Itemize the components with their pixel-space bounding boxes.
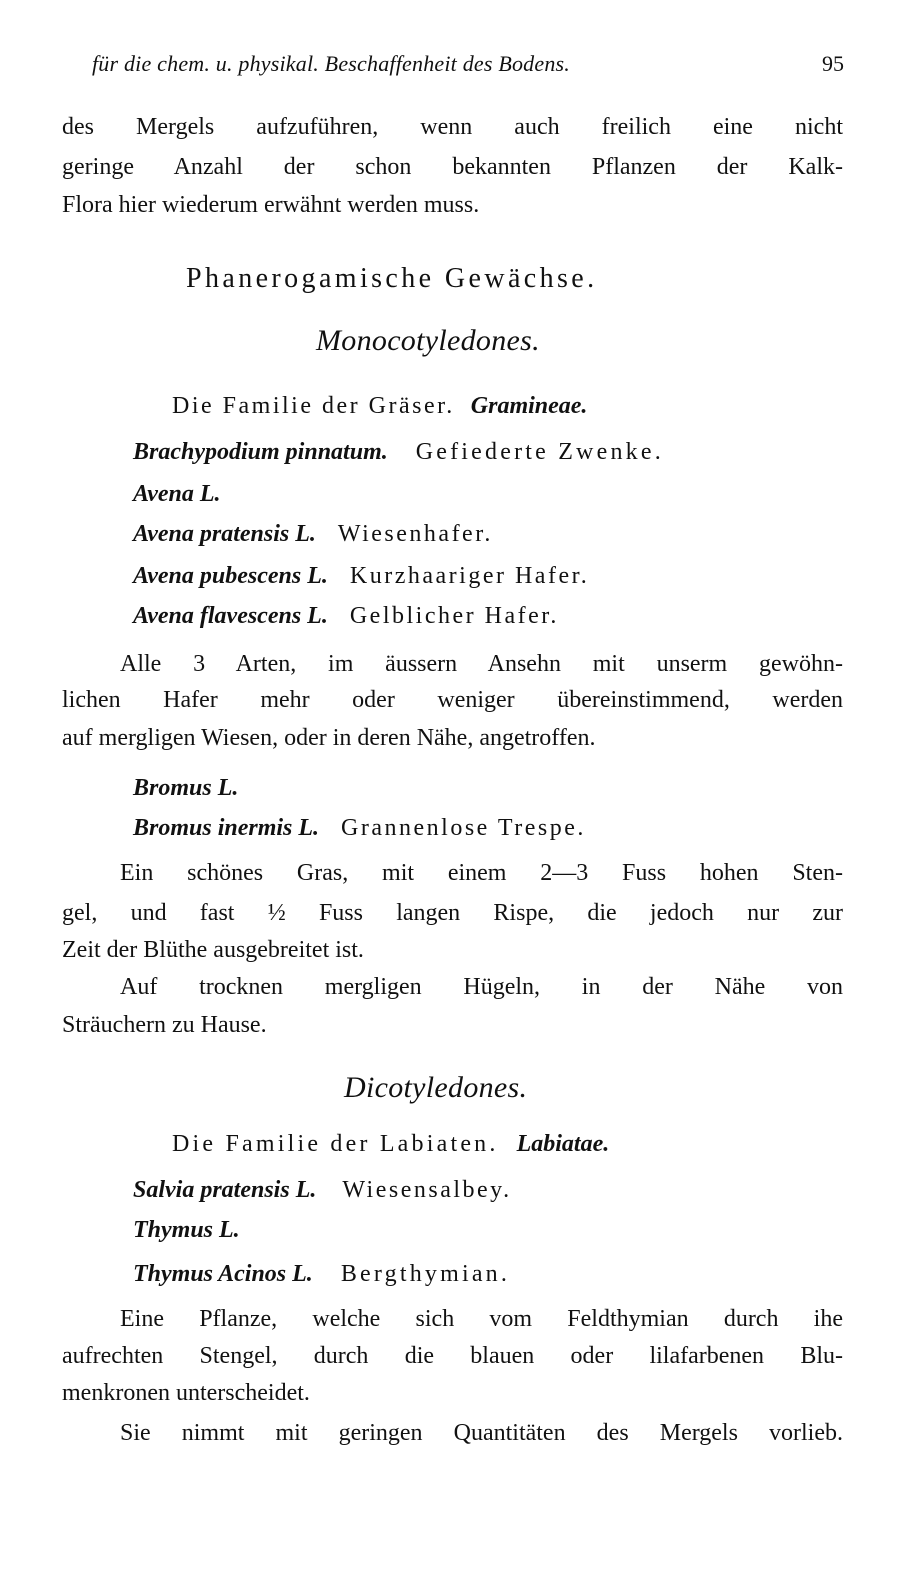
family-gramineae bbox=[172, 390, 587, 422]
intro-line-1: des Mergels aufzuführen, wenn auch freilich eine nicht bbox=[62, 114, 843, 140]
running-header-title: für die chem. u. physikal. Beschaffenheit des Bodens. bbox=[92, 51, 570, 76]
species-latin: Bromus inermis L. bbox=[133, 815, 320, 841]
species-german: Kurzhaariger Hafer. bbox=[349, 563, 590, 589]
running-header bbox=[92, 48, 844, 80]
avena-note-line-3: auf mergligen Wiesen, oder in deren Nähe, angetroffen. bbox=[62, 725, 596, 751]
thymus-note-line-1: Eine Pflanze, welche sich vom Feldthymian durch ihe bbox=[120, 1306, 843, 1332]
intro-line-2: geringe Anzahl der schon bekannten Pflanzen der Kalk- bbox=[62, 154, 843, 180]
species-german: Gefiederte Zwenke. bbox=[415, 439, 664, 465]
species-entry bbox=[133, 478, 221, 510]
bromus-note-line-1: Ein schönes Gras, mit einem 2—3 Fuss hohen Sten- bbox=[120, 860, 843, 886]
family-latin: Gramineae. bbox=[470, 393, 588, 419]
species-entry bbox=[133, 518, 493, 550]
section-title: Phanerogamische Gewächse. bbox=[186, 263, 598, 294]
avena-note-line-2: lichen Hafer mehr oder weniger übereinstimmend, werden bbox=[62, 687, 843, 713]
bromus-note-line-3: Zeit der Blüthe ausgebreitet ist. bbox=[62, 937, 364, 963]
species-german: Bergthymian. bbox=[340, 1261, 511, 1287]
intro-line-3: Flora hier wiederum erwähnt werden muss. bbox=[62, 192, 480, 218]
species-entry bbox=[133, 560, 589, 592]
species-german: Wiesenhafer. bbox=[337, 521, 493, 547]
species-entry bbox=[133, 1214, 240, 1246]
bromus-note-line-2: gel, und fast ½ Fuss langen Rispe, die jedoch nur zur bbox=[62, 900, 843, 926]
species-entry bbox=[133, 1258, 510, 1290]
species-latin: Bromus L. bbox=[133, 775, 239, 801]
species-german: Gelblicher Hafer. bbox=[349, 603, 559, 629]
species-latin: Brachypodium pinnatum. bbox=[133, 439, 388, 465]
species-german: Grannenlose Trespe. bbox=[341, 815, 586, 841]
species-latin: Salvia pratensis L. bbox=[133, 1177, 317, 1203]
bromus-habitat-line-2: Sträuchern zu Hause. bbox=[62, 1012, 267, 1038]
family-german: Die Familie der Labiaten. bbox=[172, 1131, 499, 1157]
dicot-heading: Dicotyledones. bbox=[344, 1071, 528, 1104]
species-latin: Thymus L. bbox=[133, 1217, 240, 1243]
thymus-habitat-line: Sie nimmt mit geringen Quantitäten des Mergels vorlieb. bbox=[120, 1420, 843, 1446]
thymus-note-line-3: menkronen unterscheidet. bbox=[62, 1380, 310, 1406]
monocot-heading: Monocotyledones. bbox=[316, 324, 540, 357]
page-number: 95 bbox=[822, 51, 844, 76]
bromus-habitat-line-1: Auf trocknen mergligen Hügeln, in der Nähe von bbox=[120, 974, 843, 1000]
species-latin: Avena pubescens L. bbox=[133, 563, 328, 589]
species-entry bbox=[133, 772, 238, 804]
family-latin: Labiatae. bbox=[516, 1131, 610, 1157]
thymus-note-line-2: aufrechten Stengel, durch die blauen oder lilafarbenen Blu- bbox=[62, 1343, 843, 1369]
species-entry bbox=[133, 1174, 512, 1206]
species-entry bbox=[133, 600, 559, 632]
family-german: Die Familie der Gräser. bbox=[172, 393, 455, 419]
family-labiatae bbox=[172, 1128, 609, 1160]
species-latin: Thymus Acinos L. bbox=[133, 1261, 313, 1287]
species-entry bbox=[133, 812, 586, 844]
species-latin: Avena flavescens L. bbox=[133, 603, 328, 629]
species-latin: Avena L. bbox=[133, 481, 221, 507]
species-entry bbox=[133, 436, 664, 468]
species-german: Wiesensalbey. bbox=[342, 1177, 512, 1203]
species-latin: Avena pratensis L. bbox=[133, 521, 316, 547]
avena-note-line-1: Alle 3 Arten, im äussern Ansehn mit unserm gewöhn- bbox=[120, 651, 843, 677]
